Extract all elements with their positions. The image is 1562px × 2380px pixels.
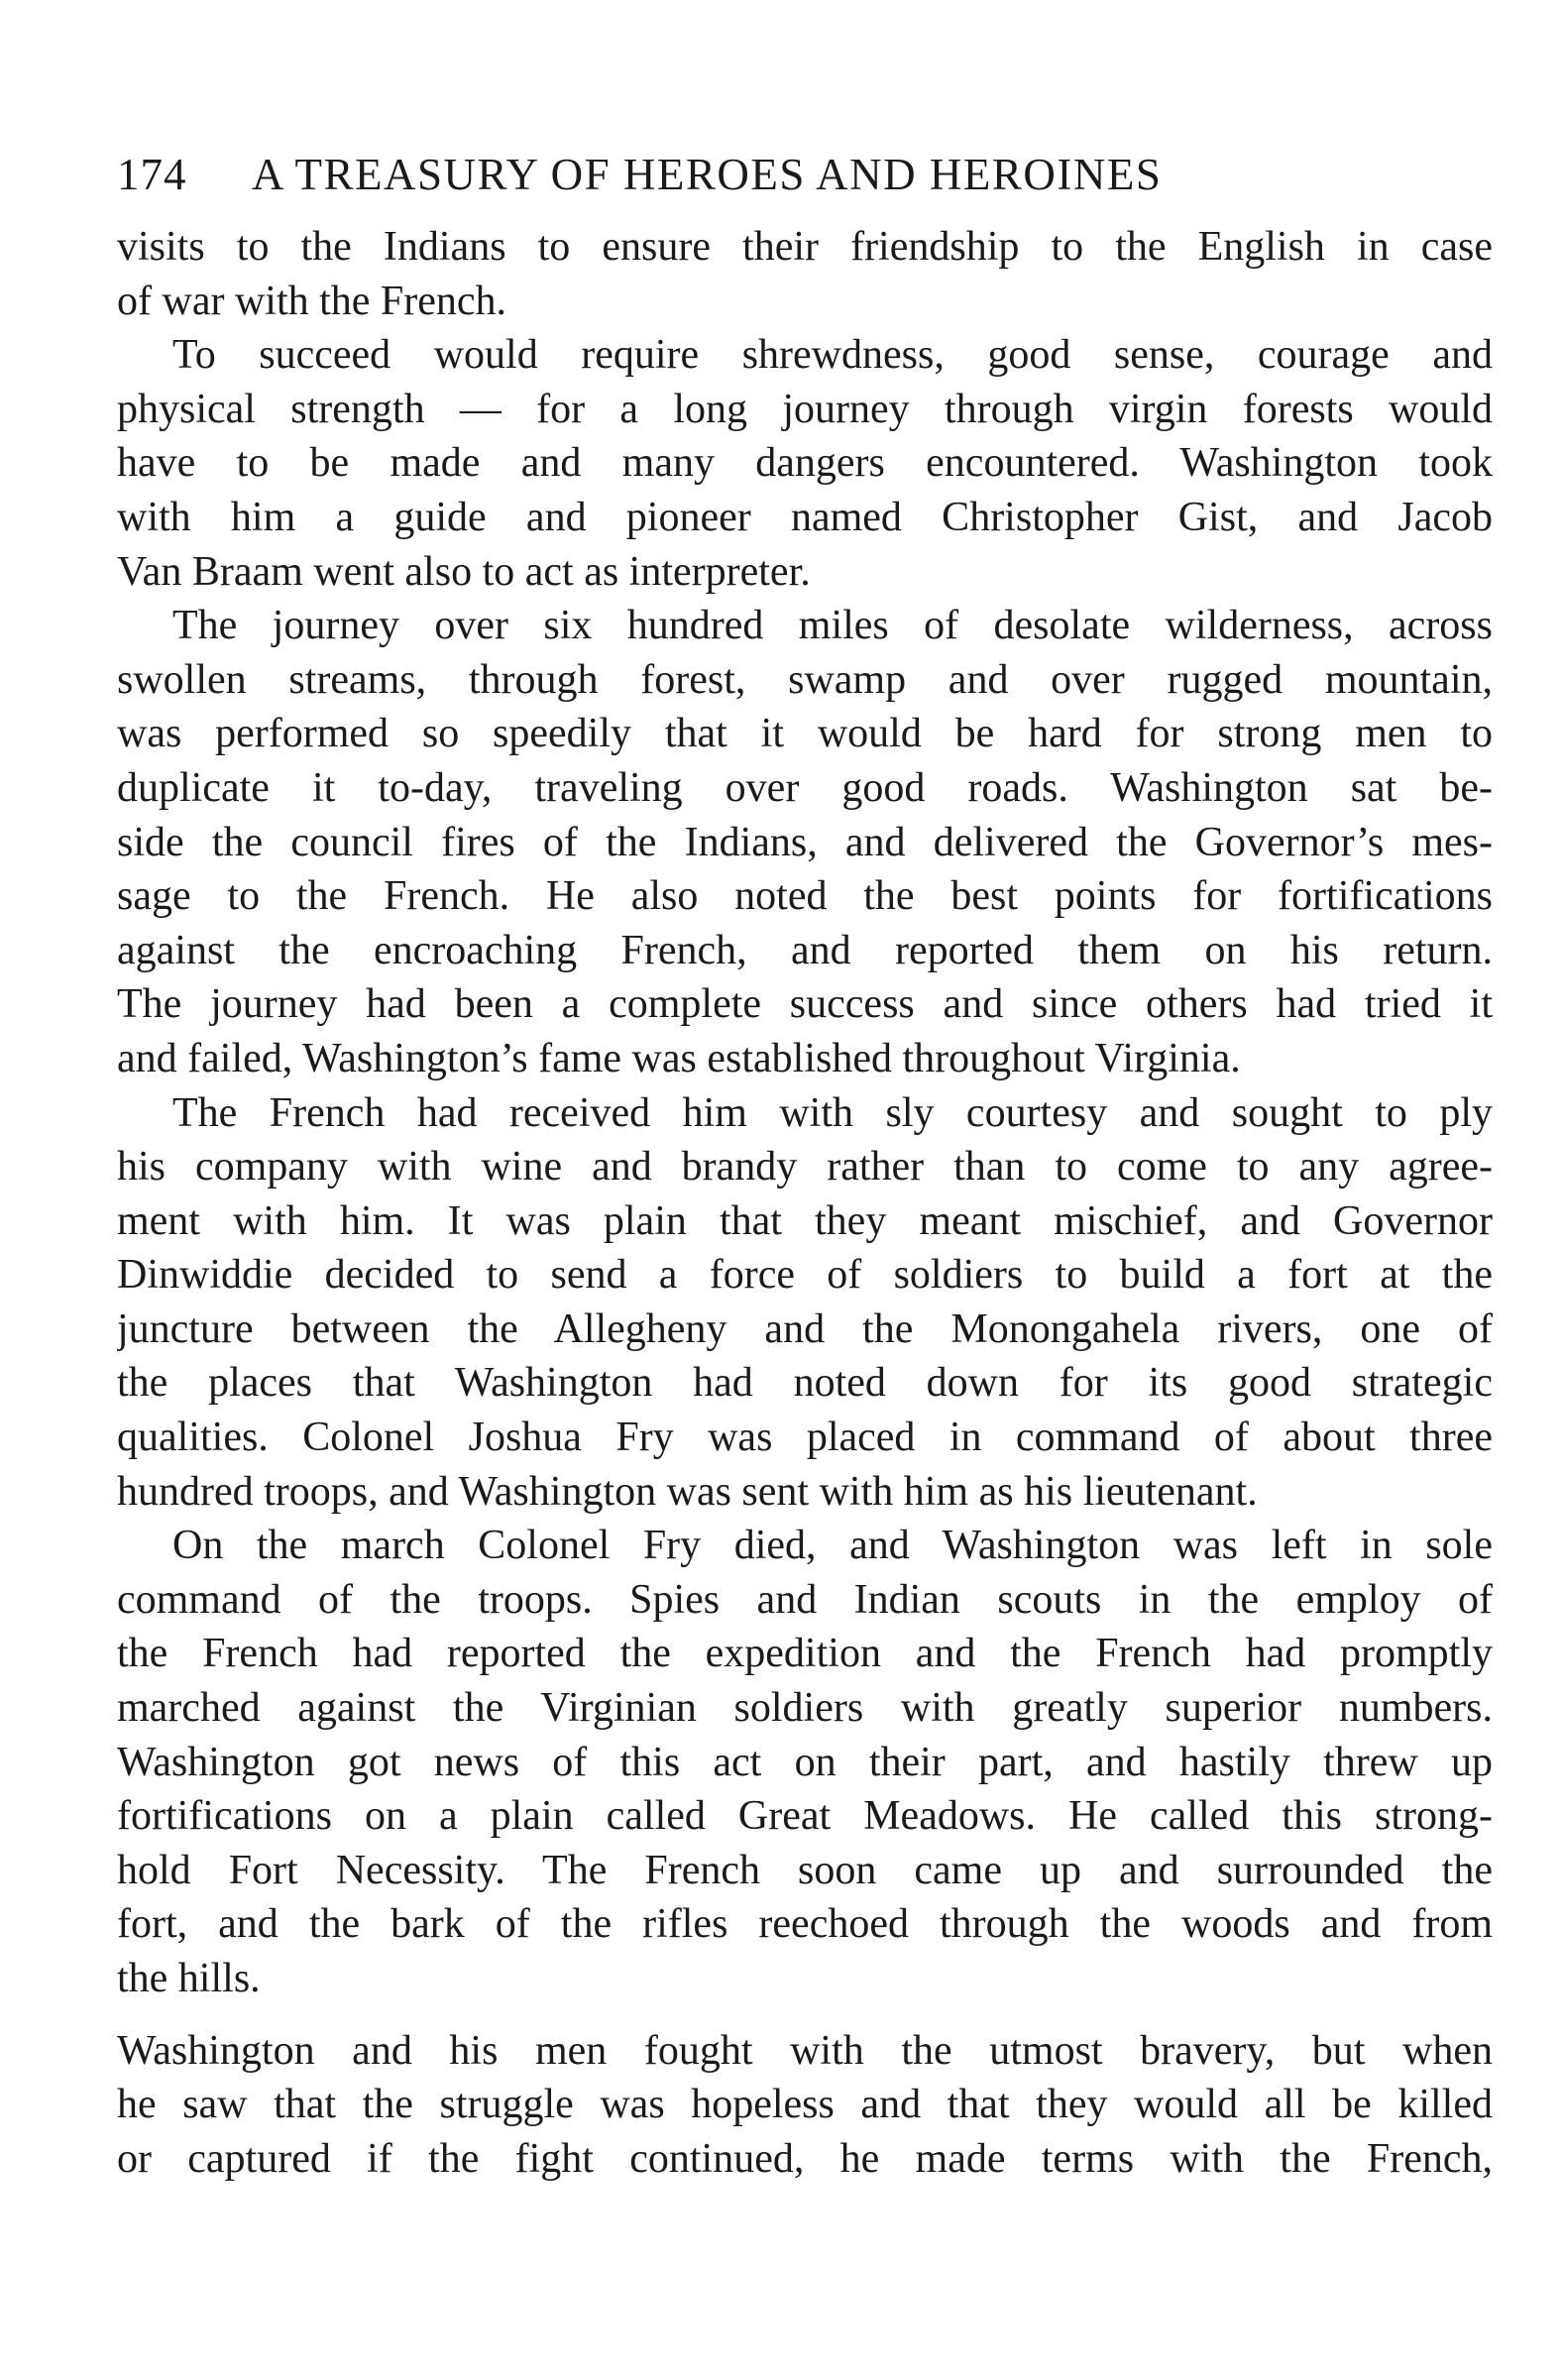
text-line: of war with the French. [117, 278, 507, 324]
text-line: fort, and the bark of the rifles reechoed through the woods and from [117, 1901, 1493, 1948]
text-line: The journey had been a complete success and since others had tried it [117, 981, 1493, 1028]
page-number: 174 [117, 150, 187, 199]
text-line: The journey over six hundred miles of desolate wilderness, across [172, 603, 1493, 649]
text-line: marched against the Virginian soldiers with greatly superior numbers. [117, 1685, 1493, 1732]
text-line: the places that Washington had noted down for its good strategic [117, 1360, 1493, 1407]
text-line: visits to the Indians to ensure their friendship to the English in case [117, 224, 1493, 270]
text-line: and failed, Washington’s fame was established throughout Virginia. [117, 1035, 1241, 1081]
text-line: hold Fort Necessity. The French soon came up and surrounded the [117, 1847, 1493, 1893]
text-line: Washington got news of this act on their part, and hastily threw up [117, 1739, 1493, 1785]
text-line: the hills. [117, 1956, 261, 2001]
text-line: or captured if the fight continued, he made terms with the French, [117, 2135, 1493, 2182]
text-line: qualities. Colonel Joshua Fry was placed in command of about three [117, 1415, 1493, 1461]
text-line: with him a guide and pioneer named Christopher Gist, and Jacob [117, 494, 1493, 540]
book-page [117, 149, 1493, 2280]
running-head [117, 149, 1493, 218]
text-line: sage to the French. He also noted the best points for fortifications [117, 873, 1493, 920]
text-line: he saw that the struggle was hopeless and that they would all be killed [117, 2082, 1493, 2128]
text-line: duplicate it to-day, traveling over good roads. Washington sat be- [117, 764, 1493, 811]
text-line: swollen streams, through forest, swamp and over rugged mountain, [117, 656, 1493, 703]
text-line: Van Braam went also to act as interpreter. [117, 548, 811, 595]
text-line: ment with him. It was plain that they meant mischief, and Governor [117, 1197, 1493, 1244]
text-line: juncture between the Allegheny and the Monongahela rivers, one of [117, 1305, 1493, 1352]
text-line: the French had reported the expedition and the French had promptly [117, 1631, 1493, 1677]
text-line: The French had received him with sly courtesy and sought to ply [172, 1089, 1493, 1136]
text-line: against the encroaching French, and reported them on his return. [117, 927, 1493, 973]
body-text [117, 220, 1493, 2186]
text-line: command of the troops. Spies and Indian scouts in the employ of [117, 1576, 1493, 1623]
text-line: physical strength — for a long journey through virgin forests would [117, 386, 1493, 432]
text-line: On the march Colonel Fry died, and Washington was left in sole [172, 1523, 1493, 1569]
text-line: To succeed would require shrewdness, good sense, courage and [172, 332, 1493, 379]
text-line: was performed so speedily that it would be hard for strong men to [117, 711, 1493, 757]
text-line: Dinwiddie decided to send a force of soldiers to build a fort at the [117, 1252, 1493, 1299]
text-line: Washington and his men fought with the utmost bravery, but when [117, 2027, 1493, 2074]
book-title: A TREASURY OF HEROES AND HEROINES [252, 150, 1163, 199]
text-line: hundred troops, and Washington was sent with him as his lieutenant. [117, 1468, 1258, 1515]
text-line: fortifications on a plain called Great Meadows. He called this strong- [117, 1793, 1493, 1840]
text-line: have to be made and many dangers encountered. Washington took [117, 440, 1493, 487]
text-line: his company with wine and brandy rather than to come to any agree- [117, 1144, 1493, 1190]
text-line: side the council fires of the Indians, and delivered the Governor’s mes- [117, 819, 1493, 865]
